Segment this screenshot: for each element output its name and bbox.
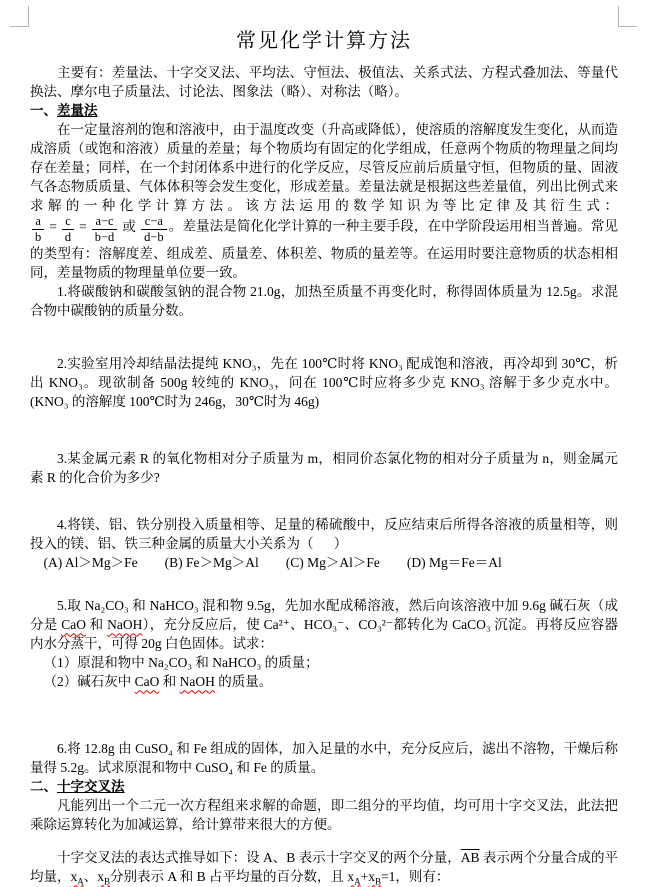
margin-crop-mark-right-vertical <box>618 6 619 27</box>
variable-xa: $x_A$ <box>70 869 84 887</box>
problem-3: 3.某金属元素 R 的氧化物相对分子质量为 m，相同价态氯化物的相对分子质量为 n，则金属元素 R 的化合价为多少? <box>30 451 618 486</box>
text-segment: =1，则有： <box>381 869 450 885</box>
page-title: 常见化学计算方法 <box>236 30 412 52</box>
margin-crop-mark-left-horizontal <box>10 26 29 27</box>
section-1-number: 一、 <box>30 103 57 118</box>
section-1-description <box>30 120 618 282</box>
variable-xb: $x_B$ <box>97 869 111 887</box>
fraction-a-b: $\frac{a}{b}$ <box>32 215 44 244</box>
intro-paragraph: 主要有：差量法、十字交叉法、平均法、守恒法、极值法、关系式法、方程式叠加法、等量代换法、摩尔电子质量法、讨论法、图象法（略）、对称法（略）。 <box>30 65 618 99</box>
fraction-c-d: $\frac{c}{d}$ <box>62 215 74 244</box>
problem-5 <box>30 596 618 653</box>
equals-sign: = <box>49 218 57 234</box>
spellcheck-naoh: NaOH <box>179 674 215 690</box>
or-word: 或 <box>122 218 137 234</box>
text-segment: 分别表示 A 和 B 占平均量的百分数，且 <box>110 869 348 885</box>
variable-xa: $x_A$ <box>347 869 361 887</box>
problem-1: 1.将碳酸钠和碳酸氢钠的混合物 21.0g，加热至质量不再变化时，称得固体质量为 12.5g。求混合物中碳酸钠的质量分数。 <box>30 284 618 319</box>
equals-sign: = <box>79 218 87 234</box>
text-segment: （2）碱石灰中 <box>43 674 135 690</box>
spellcheck-naoh: NaOH <box>107 617 143 633</box>
text-segment: 和 <box>159 674 180 690</box>
section-1-title: 差量法 <box>57 103 98 118</box>
text-segment: 表示两个分量合成的平均量， <box>30 850 618 885</box>
fraction-ac-bd: $\frac{a-c}{b-d}$ <box>92 215 118 244</box>
plus-sign: + <box>360 869 369 885</box>
problem-2: 2.实验室用冷却结晶法提纯 KNO₃，先在 100℃时将 KNO₃ 配成饱和溶液，再冷却到 30℃，析出 KNO₃。现欲制备 500g 较纯的 KNO₃，问在 100℃时应将多少克 KNO₃ 溶解于多少克水中。(KNO₃ 的溶解度 100℃时为 246g，30℃时为 46g) <box>30 356 618 410</box>
text-segment: 的质量。 <box>214 674 273 690</box>
average-ab-overline: $\overline{AB}$ <box>460 850 480 866</box>
text-segment: 在一定量溶剂的饱和溶液中，由于温度改变（升高或降低），使溶质的溶解度发生变化，从而造成溶质（或饱和溶液）质量的差量；每个物质均有固定的化学组成，任意两个物质的物理量之间均存在差量；同样，在一个封闭体系中进行的化学反应，尽管反应前后质量守恒，但物质的量、固液气各态物质质量、气体体积等会发生变化，形成差量。差量法就是根据这些差量值，列出比例式来求解的一种化学计算方法。该方法运用的数学知识为等比定律及其衍生式： <box>30 122 618 213</box>
text-segment: 、 <box>83 869 98 885</box>
text-segment: ），充分反应后，使 Ca²⁺、HCO₃⁻、CO₃²⁻都转化为 CaCO₃ 沉淀。再将反应容器内水分蒸干，可得 20g 白色固体。试求： <box>30 617 619 652</box>
text-segment: 5.取 Na₂CO₃ 和 NaHCO₃ 混和物 9.5g，先加水配成稀溶液，然后向该溶液中加 9.6g 碱石灰（成分是 <box>30 598 618 633</box>
section-1-heading <box>30 101 618 120</box>
spellcheck-cao: CaO <box>134 674 160 690</box>
variable-xb: $x_B$ <box>368 869 382 887</box>
fraction-ca-db: $\frac{c-a}{d-b}$ <box>141 215 167 244</box>
problem-5-item-2 <box>30 672 618 691</box>
problem-5-item-1: （1）原混和物中 Na₂CO₃ 和 NaHCO₃ 的质量； <box>43 655 319 671</box>
ratio-formula <box>30 214 169 245</box>
spellcheck-cao: CaO <box>61 617 86 633</box>
section-2-title: 十字交叉法 <box>57 779 125 795</box>
margin-crop-mark-right-horizontal <box>618 26 637 27</box>
problem-4-choices: (A) Al＞Mg＞Fe (B) Fe＞Mg＞Al (C) Mg＞Al＞Fe (D) Mg＝Fe＝Al <box>43 555 502 571</box>
section-2-description: 凡能列出一个二元一次方程组来求解的命题，即二组分的平均值，均可用十字交叉法，此法把乘除运算转化为加减运算，给计算带来很大的方便。 <box>30 798 618 833</box>
section-2-number: 二、 <box>30 779 57 795</box>
problem-6: 6.将 12.8g 由 CuSO₄ 和 Fe 组成的固体，加入足量的水中，充分反应后，滤出不溶物，干燥后称量得 5.2g。试求原混和物中 CuSO₄ 和 Fe 的质量。 <box>30 741 618 776</box>
section-2-heading <box>30 777 618 796</box>
problem-4: 4.将镁、铝、铁分别投入质量相等、足量的稀硫酸中，反应结束后所得各溶液的质量相等，则投入的镁、铝、铁三种金属的质量大小关系为（ ） <box>30 517 618 552</box>
text-segment: 十字交叉法的表达式推导如下：设 A、B 表示十字交叉的两个分量， <box>57 850 461 866</box>
text-segment: 。差量法是简化化学计算的一种主要手段，在中学阶段运用相当普遍。常见的类型有：溶解度差、组成差、质量差、体积差、物质的量差等。在运用时要注意物质的状态相相同，差量物质的物理量单位要一致。 <box>30 218 619 281</box>
section-2-derivation <box>30 848 618 886</box>
text-segment: 和 <box>86 617 108 633</box>
document-body <box>30 28 618 886</box>
margin-crop-mark-left-vertical <box>28 6 29 27</box>
